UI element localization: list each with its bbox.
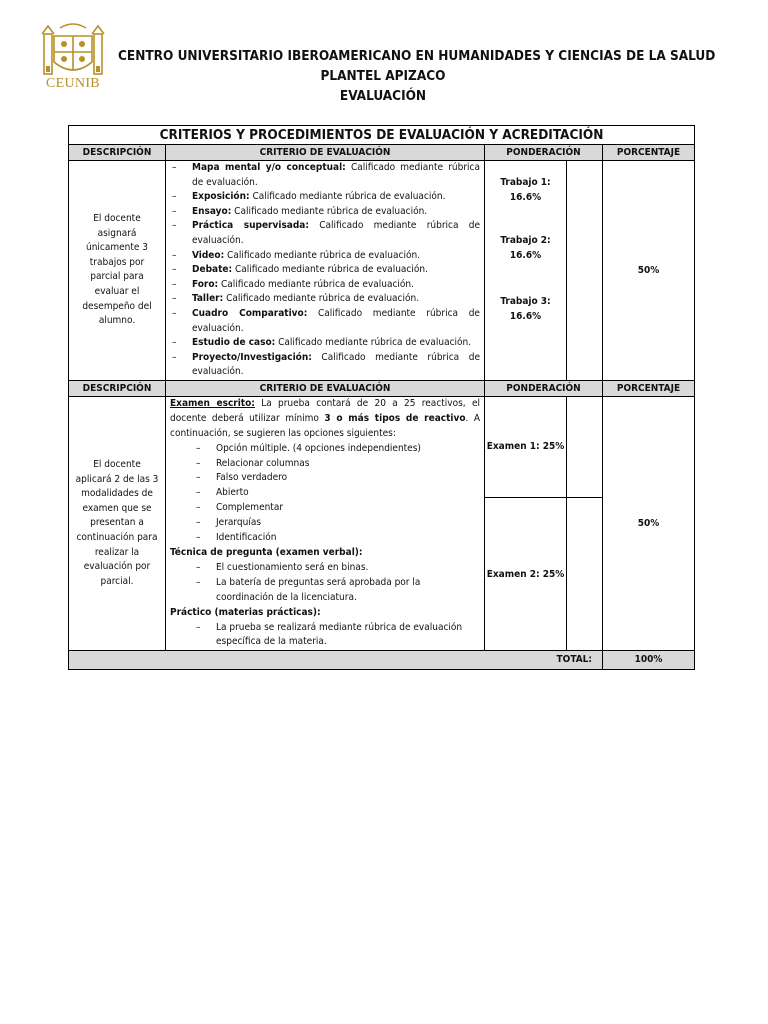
oral-exam-title: Técnica de pregunta (examen verbal): <box>170 546 363 558</box>
col-weight: PONDERACIÓN <box>485 145 603 161</box>
empty-cell <box>567 396 603 497</box>
list-item: – Cuadro Comparativo: Calificado mediante rúbrica de evaluación. <box>172 307 480 334</box>
col-weight: PONDERACIÓN <box>485 380 603 396</box>
exams-percentage: 50% <box>603 396 695 650</box>
col-description: DESCRIPCIÓN <box>69 380 166 396</box>
list-item: – Mapa mental y/o conceptual: Calificado mediante rúbrica de evaluación. <box>172 162 480 188</box>
total-row <box>69 651 695 670</box>
exams-description: El docente aplicará 2 de las 3 modalidades de examen que se presentan a continuación para realizar la evaluación por parcial. <box>69 396 166 650</box>
list-item: – Video: Calificado mediante rúbrica de evaluación. <box>172 249 421 261</box>
table-header-row <box>69 380 695 396</box>
institution-name: CENTRO UNIVERSITARIO IBEROAMERICANO EN HUMANIDADES Y CIENCIAS DE LA SALUD <box>118 48 716 64</box>
evaluation-criteria-table <box>68 125 695 670</box>
total-label: TOTAL: <box>69 651 603 670</box>
col-criteria: CRITERIO DE EVALUACIÓN <box>166 380 485 396</box>
exam1-weight: Examen 1: 25% <box>485 396 567 497</box>
logo-text: CEUNIB <box>46 76 100 91</box>
list-item: – Estudio de caso: Calificado mediante rúbrica de evaluación. <box>172 337 472 349</box>
col-criteria: CRITERIO DE EVALUACIÓN <box>166 145 485 161</box>
works-percentage: 50% <box>603 161 695 381</box>
list-item: – El cuestionamiento será en binas. <box>196 561 369 573</box>
works-description: El docente asignará únicamente 3 trabajos por parcial para evaluar el desempeño del alumno. <box>69 161 166 381</box>
weight-label: Trabajo 1: <box>500 177 551 188</box>
list-item: – La prueba se realizará mediante rúbrica de evaluación específica de la materia. <box>196 621 463 648</box>
list-item: – Foro: Calificado mediante rúbrica de evaluación. <box>172 278 414 290</box>
section-exams-row <box>69 396 695 497</box>
list-item: – La batería de preguntas será aprobada por la coordinación de la licenciatura. <box>196 576 421 603</box>
document-header <box>118 46 716 106</box>
list-item: – Abierto <box>196 487 249 499</box>
campus-name: PLANTEL APIZACO <box>320 68 446 84</box>
table-title: CRITERIOS Y PROCEDIMIENTOS DE EVALUACIÓN Y ACREDITACIÓN <box>69 126 695 145</box>
list-item: – Ensayo: Calificado mediante rúbrica de evaluación. <box>172 205 428 217</box>
weight-value: 16.6% <box>509 311 542 322</box>
works-criteria <box>166 161 485 381</box>
weight-label: Trabajo 3: <box>500 296 551 307</box>
list-item: – Identificación <box>196 532 277 544</box>
list-item: – Práctica supervisada: Calificado mediante rúbrica de evaluación. <box>172 220 480 246</box>
written-exam-paragraph: Examen escrito: La prueba contará de 20 a 25 reactivos, el docente deberá utilizar mínimo 3 o más tipos de reactivo. A continuación, se sugieren las opciones siguientes: <box>170 397 481 439</box>
list-item: – Complementar <box>196 502 284 514</box>
exam2-weight: Examen 2: 25% <box>485 497 567 650</box>
practical-exam-title: Práctico (materias prácticas): <box>170 606 321 618</box>
weight-value: 16.6% <box>509 192 542 203</box>
crest-icon <box>40 22 106 80</box>
list-item: – Debate: Calificado mediante rúbrica de evaluación. <box>172 264 428 276</box>
section-works-row <box>69 161 695 381</box>
works-weights <box>485 161 567 381</box>
list-item: – Taller: Calificado mediante rúbrica de evaluación. <box>172 293 420 305</box>
weight-value: 16.6% <box>509 250 542 261</box>
col-description: DESCRIPCIÓN <box>69 145 166 161</box>
col-percentage: PORCENTAJE <box>603 380 695 396</box>
empty-cell <box>567 161 603 381</box>
list-item: – Exposición: Calificado mediante rúbrica de evaluación. <box>172 191 446 203</box>
col-percentage: PORCENTAJE <box>603 145 695 161</box>
list-item: – Opción múltiple. (4 opciones independientes) <box>196 442 421 454</box>
empty-cell <box>567 497 603 650</box>
exams-criteria <box>166 396 485 650</box>
total-value: 100% <box>603 651 695 670</box>
weight-label: Trabajo 2: <box>500 235 551 246</box>
table-header-row <box>69 145 695 161</box>
list-item: – Falso verdadero <box>196 472 288 484</box>
list-item: – Proyecto/Investigación: Calificado mediante rúbrica de evaluación. <box>172 351 480 378</box>
document-title: EVALUACIÓN <box>339 88 427 104</box>
list-item: – Relacionar columnas <box>196 457 310 469</box>
list-item: – Jerarquías <box>196 517 262 529</box>
